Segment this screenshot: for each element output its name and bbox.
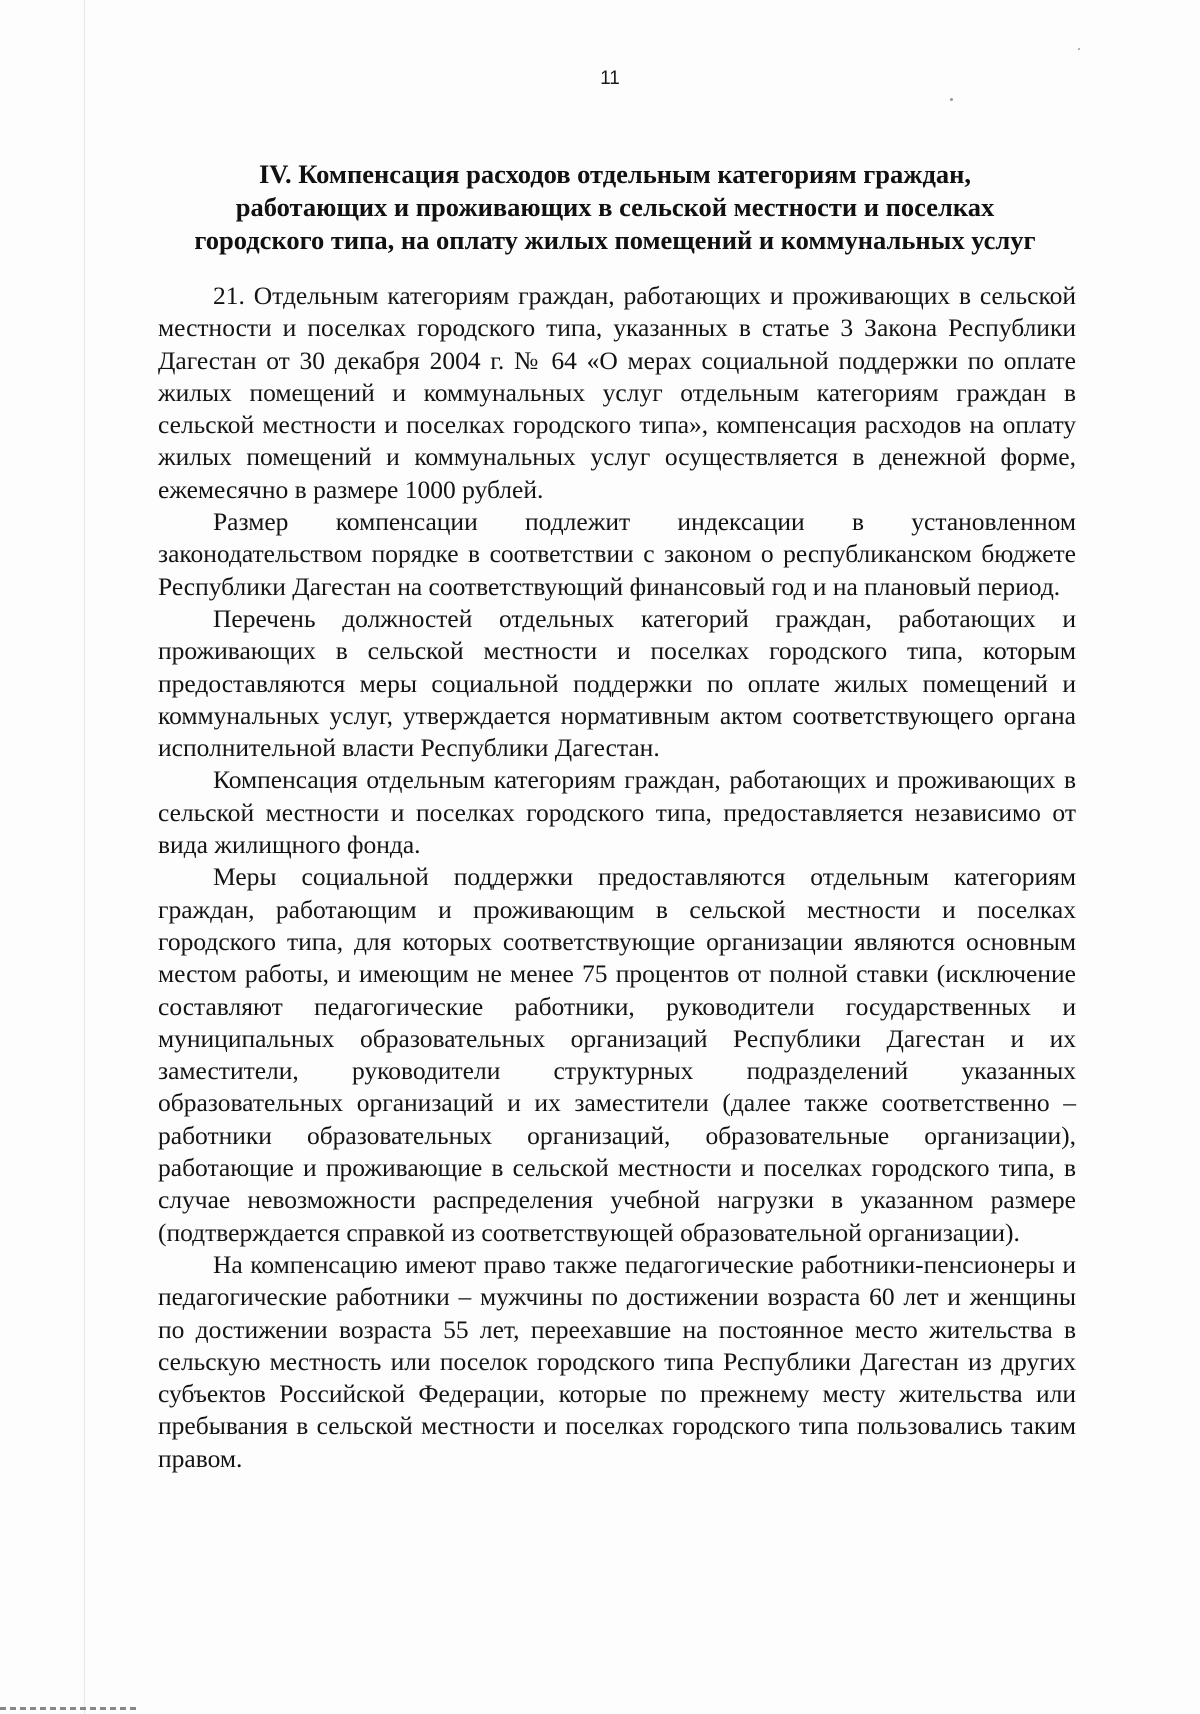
- scan-speck: [950, 98, 953, 101]
- paragraph-pensioners-right: На компенсацию имеют право также педагогические работники-пенсионеры и педагогические работники – мужчины по достижении возраста 60 лет и женщины по достижении возраста 55 лет, переехавшие на постоянное место жительства в сельскую местность или поселок городского типа Республики Дагестан из других субъектов Российской Федерации, которые по прежнему месту жительства или пребывания в сельской местности и поселках городского типа пользовались таким правом.: [158, 1249, 1076, 1473]
- scan-margin-line: [84, 0, 85, 1714]
- paragraph-21-compensation-amount: 21. Отдельным категориям граждан, работающих и проживающих в сельской местности и поселках городского типа, указанных в статье 3 Закона Республики Дагестан от 30 декабря 2004 г. № 64 «О мерах социальной поддержки по оплате жилых помещений и коммунальных услуг отдельным категориям граждан в сельской местности и поселках городского типа», компенсация расходов на оплату жилых помещений и коммунальных услуг осуществляется в денежной форме, ежемесячно в размере 1000 рублей.: [158, 281, 1076, 504]
- paragraph-indexation: Размер компенсации подлежит индексации в установленном законодательством порядке в соответствии с законом о республиканском бюджете Республики Дагестан на соответствующий финансовый год и на плановый период.: [158, 507, 1076, 601]
- scan-edge-mark: [0, 1707, 140, 1710]
- paragraph-positions-list: Перечень должностей отдельных категорий граждан, работающих и проживающих в сельской местности и поселках городского типа, которым предоставляются меры социальной поддержки по оплате жилых помещений и коммунальных услуг, утверждается нормативным актом соответствующего органа исполнительной власти Республики Дагестан.: [158, 603, 1076, 763]
- page-number: 11: [600, 68, 620, 89]
- scan-speck: [1078, 48, 1080, 50]
- paragraph-housing-fund: Компенсация отдельным категориям граждан, работающих и проживающих в сельской местности и поселках городского типа, предоставляется независимо от вида жилищного фонда.: [158, 765, 1076, 860]
- section-title: [150, 158, 1080, 257]
- section-title-line-2: работающих и проживающих в сельской местности и поселках: [235, 192, 995, 222]
- section-title-line-1: IV. Компенсация расходов отдельным категориям граждан,: [258, 159, 972, 189]
- section-body: [158, 280, 1076, 1475]
- section-title-line-3: городского типа, на оплату жилых помещений и коммунальных услуг: [194, 225, 1036, 255]
- paragraph-support-conditions: Меры социальной поддержки предоставляются отдельным категориям граждан, работающим и проживающим в сельской местности и поселках городского типа, для которых соответствующие организации являются основным местом работы, и имеющим не менее 75 процентов от полной ставки (исключение составляют педагогические работники, руководители государственных и муниципальных образовательных организаций Республики Дагестан и их заместители, руководители структурных подразделений указанных образовательных организаций и их заместители (далее также соответственно – работники образовательных организаций, образовательные организации), работающие и проживающие в сельской местности и поселках городского типа, в случае невозможности распределения учебной нагрузки в указанном размере (подтверждается справкой из соответствующей образовательной организации).: [158, 862, 1076, 1247]
